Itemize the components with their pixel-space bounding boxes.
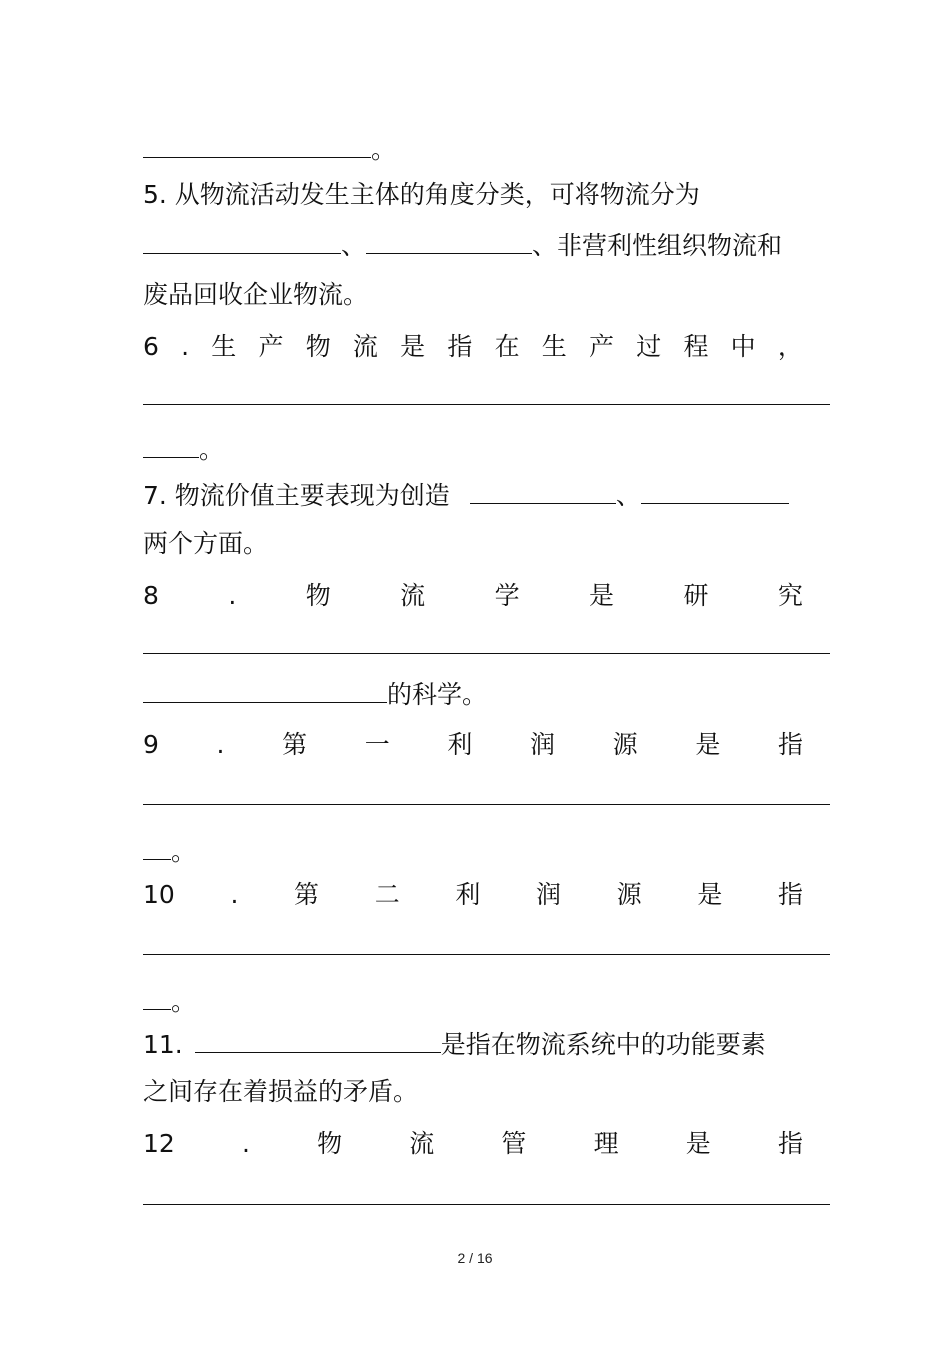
word: 第	[282, 730, 308, 759]
word: 生	[541, 332, 567, 361]
word: 是	[697, 880, 723, 909]
word: 指	[777, 880, 803, 909]
word: 流	[352, 332, 378, 361]
word: 源	[612, 730, 638, 759]
answer-blank[interactable]	[143, 682, 387, 703]
answer-blank[interactable]	[470, 483, 616, 504]
word: 过	[636, 332, 662, 361]
question-5-end: 废品回收企业物流。	[143, 280, 369, 309]
question-9-end-line	[143, 832, 833, 872]
word: 源	[616, 880, 642, 909]
question-dot: .	[241, 1129, 250, 1158]
punctuation: ，	[777, 332, 803, 361]
question-10-text	[143, 875, 803, 915]
word: 是	[685, 1129, 711, 1158]
word: 物	[317, 1129, 343, 1158]
word: 指	[777, 1129, 803, 1158]
q4-tail-line	[143, 130, 833, 170]
question-6-end-line	[143, 430, 833, 470]
word: 产	[258, 332, 284, 361]
question-5-text: 5. 从物流活动发生主体的角度分类，可将物流分为	[143, 180, 700, 209]
word: 物	[305, 332, 331, 361]
answer-blank[interactable]	[143, 954, 830, 955]
word: 生	[211, 332, 237, 361]
word: 是	[400, 332, 426, 361]
question-5-continuation: 、非营利性组织物流和	[532, 231, 783, 260]
word: 物	[305, 581, 331, 610]
word: 理	[593, 1129, 619, 1158]
punctuation: 。	[199, 435, 225, 464]
word: 中	[730, 332, 756, 361]
question-9-text	[143, 725, 803, 765]
question-10-end-line	[143, 982, 833, 1022]
question-7-text	[143, 476, 833, 516]
punctuation: 。	[171, 987, 197, 1016]
word: 流	[400, 581, 426, 610]
answer-blank[interactable]	[195, 1032, 441, 1053]
question-7-end: 两个方面。	[143, 529, 269, 558]
question-11-text	[143, 1025, 833, 1065]
word: 在	[494, 332, 520, 361]
answer-blank[interactable]	[143, 437, 199, 458]
question-8-text	[143, 576, 803, 616]
word: 润	[536, 880, 562, 909]
word: 润	[530, 730, 556, 759]
page-number: 2 / 16	[457, 1250, 493, 1266]
question-number: 6	[143, 332, 159, 361]
word: 指	[447, 332, 473, 361]
question-dot: .	[228, 581, 237, 610]
answer-blank[interactable]	[143, 989, 171, 1010]
word: 程	[683, 332, 709, 361]
word: 流	[409, 1129, 435, 1158]
answer-blank[interactable]	[641, 483, 789, 504]
answer-blank[interactable]	[366, 233, 532, 254]
word: 利	[455, 880, 481, 909]
question-11-tail: 是指在物流系统中的功能要素	[440, 1030, 766, 1059]
question-number: 9	[143, 730, 159, 759]
word: 学	[494, 581, 520, 610]
question-number: 12	[143, 1129, 175, 1158]
question-dot: .	[181, 332, 190, 361]
word: 指	[777, 730, 803, 759]
word: 管	[501, 1129, 527, 1158]
question-number: 8	[143, 581, 159, 610]
question-number: 11.	[143, 1030, 183, 1059]
punctuation: 。	[171, 837, 197, 866]
question-dot: .	[230, 880, 239, 909]
answer-blank[interactable]	[143, 233, 341, 254]
word: 二	[374, 880, 400, 909]
question-11-end: 之间存在着损益的矛盾。	[143, 1077, 419, 1106]
question-8-end-line	[143, 675, 833, 715]
word: 利	[447, 730, 473, 759]
separator: 、	[341, 231, 367, 260]
word: 研	[683, 581, 709, 610]
word: 产	[589, 332, 615, 361]
question-dot: .	[216, 730, 225, 759]
question-8-tail: 的科学。	[387, 680, 488, 709]
punctuation: 。	[371, 135, 397, 164]
answer-blank[interactable]	[143, 804, 830, 805]
question-12-text	[143, 1124, 803, 1164]
answer-blank[interactable]	[143, 137, 371, 158]
answer-blank[interactable]	[143, 653, 830, 654]
word: 究	[777, 581, 803, 610]
question-5-blanks-line	[143, 226, 833, 266]
word: 是	[695, 730, 721, 759]
answer-blank[interactable]	[143, 1204, 830, 1205]
answer-blank[interactable]	[143, 404, 830, 405]
word: 第	[294, 880, 320, 909]
answer-blank[interactable]	[143, 839, 171, 860]
word: 一	[364, 730, 390, 759]
question-number: 10	[143, 880, 175, 909]
separator: 、	[615, 481, 641, 510]
word: 是	[589, 581, 615, 610]
question-7-lead: 7. 物流价值主要表现为创造	[143, 481, 450, 510]
question-6-text	[143, 327, 803, 367]
